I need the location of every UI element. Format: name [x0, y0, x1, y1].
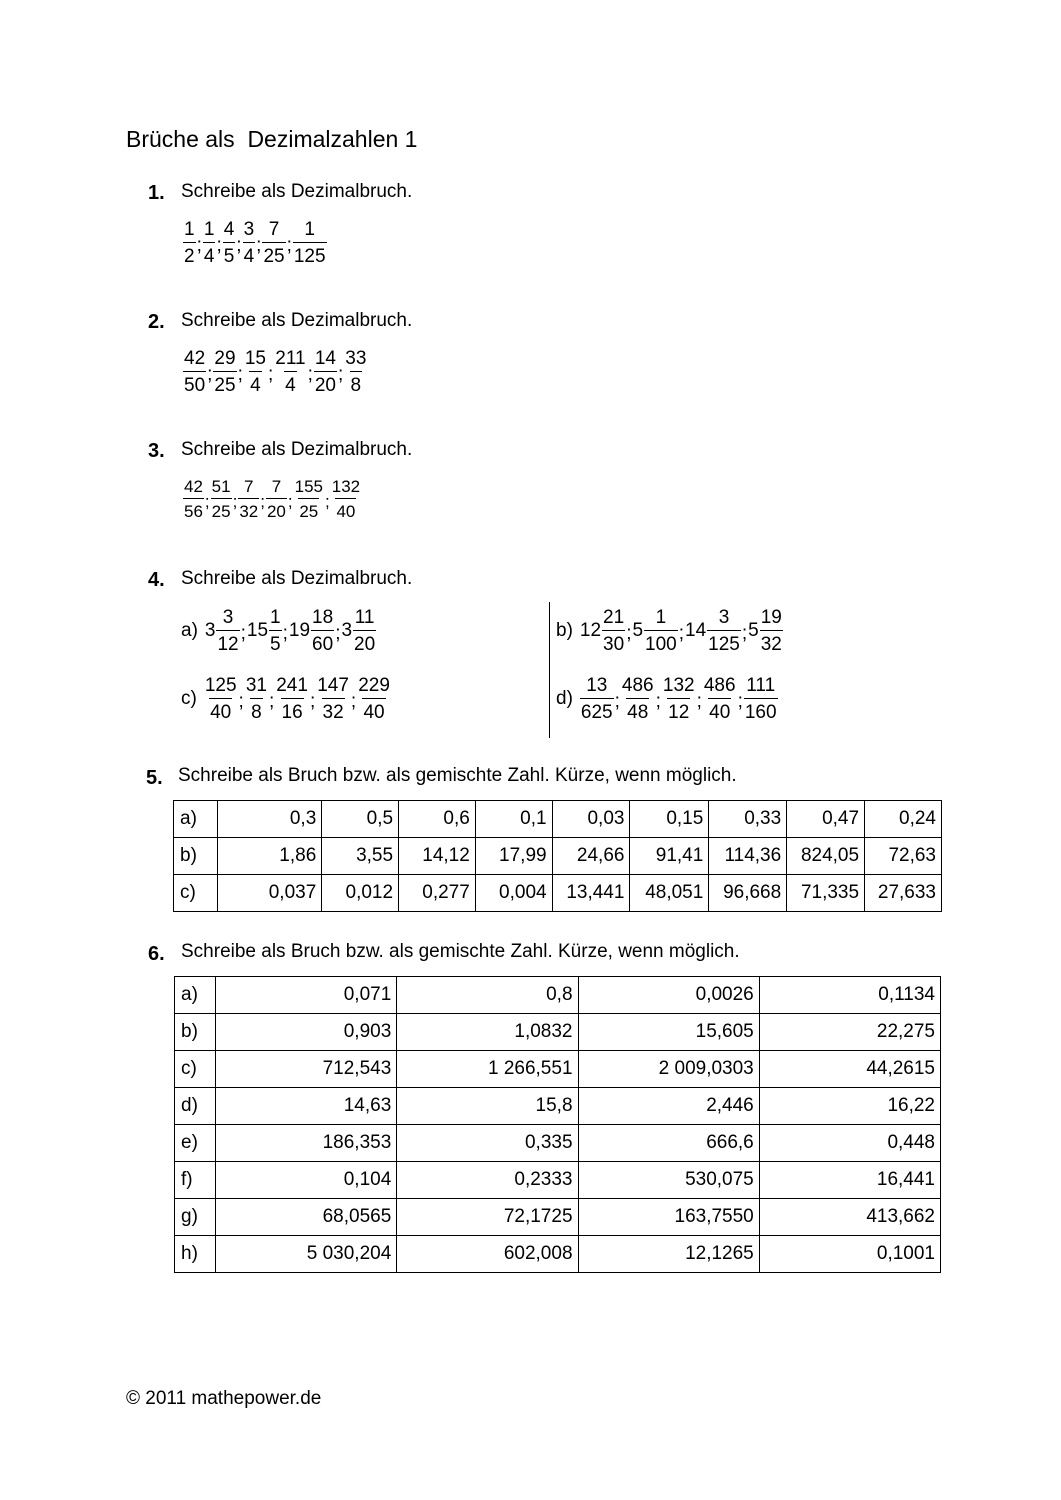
table-cell: 1 266,551: [397, 1051, 578, 1088]
separator: ;: [737, 691, 743, 712]
numerator: 211: [275, 348, 306, 369]
numerator: 3: [243, 219, 255, 240]
numerator: 241: [276, 675, 308, 696]
numerator: 4: [223, 219, 235, 240]
row-label: a): [175, 977, 216, 1014]
numerator: 155: [294, 477, 323, 496]
fraction: [203, 220, 216, 266]
table-row: [174, 875, 942, 912]
separator: ;: [237, 364, 243, 385]
page-title: Brüche als Dezimalzahlen 1: [126, 126, 418, 152]
denominator: 25: [213, 371, 236, 395]
denominator: 60: [311, 630, 334, 654]
table-row: [175, 1088, 941, 1125]
denominator: 125: [707, 630, 741, 654]
separator: ;: [196, 235, 202, 256]
denominator: 25: [211, 498, 232, 520]
task-6-table: [174, 976, 941, 1273]
table-cell: 72,1725: [397, 1199, 578, 1236]
numerator: 7: [268, 219, 280, 240]
task-3-fractions: [183, 478, 361, 520]
table-cell: 14,12: [399, 838, 476, 875]
table-row: [175, 1014, 941, 1051]
fraction: [216, 608, 239, 654]
denominator: 25: [298, 498, 319, 520]
denominator: 5: [223, 242, 236, 266]
denominator: 48: [626, 698, 649, 722]
fraction: [580, 676, 614, 722]
table-cell: 96,668: [709, 875, 787, 912]
numerator: 3: [222, 607, 234, 628]
fraction: [274, 349, 306, 395]
fraction: [602, 608, 625, 654]
table-cell: 0,335: [397, 1125, 578, 1162]
table-cell: 0,903: [216, 1014, 397, 1051]
numerator: 42: [184, 477, 203, 496]
denominator: 40: [335, 498, 356, 520]
task-3-number: 3.: [148, 440, 165, 462]
table-cell: 0,012: [322, 875, 399, 912]
table-cell: 2 009,0303: [578, 1051, 759, 1088]
denominator: 40: [362, 698, 385, 722]
whole-number: 12: [579, 620, 602, 641]
denominator: 100: [644, 630, 678, 654]
row-label: e): [175, 1125, 216, 1162]
denominator: 625: [580, 698, 614, 722]
fraction: [644, 608, 678, 654]
separator: ;: [287, 492, 293, 511]
numerator: 7: [271, 477, 282, 496]
separator: ;: [335, 623, 341, 644]
numerator: 51: [211, 477, 231, 496]
separator: ;: [207, 364, 213, 385]
whole-number: 3: [204, 620, 216, 641]
numerator: 19: [760, 607, 782, 628]
table-cell: 0,1134: [759, 977, 940, 1014]
separator: ;: [678, 623, 685, 644]
denominator: 25: [262, 242, 285, 266]
denominator: 12: [216, 630, 239, 654]
fraction: [760, 608, 783, 654]
fraction-list: [580, 608, 783, 654]
table-cell: 5 030,204: [216, 1236, 397, 1273]
separator: ;: [337, 364, 344, 385]
table-cell: 15,605: [578, 1014, 759, 1051]
part-label: a): [181, 620, 198, 641]
task-1-instruction: Schreibe als Dezimalbruch.: [181, 181, 413, 202]
numerator: 7: [244, 477, 254, 496]
table-cell: 824,05: [787, 838, 865, 875]
separator: ;: [260, 492, 265, 511]
fraction: [331, 478, 361, 520]
table-row: [175, 1236, 941, 1273]
fraction-list: [204, 676, 391, 722]
numerator: 33: [345, 348, 367, 369]
table-cell: 17,99: [475, 838, 552, 875]
table-cell: 16,441: [759, 1162, 940, 1199]
denominator: 4: [203, 242, 216, 266]
task-5-number: 5.: [146, 767, 163, 789]
denominator: 8: [250, 698, 263, 722]
table-cell: 0,6: [399, 801, 476, 838]
table-cell: 2,446: [578, 1088, 759, 1125]
table-cell: 14,63: [216, 1088, 397, 1125]
fraction: [238, 478, 259, 520]
fraction: [311, 608, 334, 654]
numerator: 486: [621, 675, 654, 696]
table-cell: 12,1265: [578, 1236, 759, 1273]
whole-number: 19: [288, 620, 311, 641]
denominator: 20: [353, 630, 376, 654]
fraction: [204, 676, 238, 722]
table-cell: 0,448: [759, 1125, 940, 1162]
table-cell: 0,1: [475, 801, 552, 838]
table-cell: 602,008: [397, 1236, 578, 1273]
separator: ;: [238, 691, 244, 712]
task-4d-fractions: [556, 676, 778, 722]
table-cell: 91,41: [630, 838, 709, 875]
separator: ;: [309, 691, 316, 712]
part-label: b): [556, 620, 573, 641]
row-label: f): [175, 1162, 216, 1199]
separator: ;: [350, 691, 357, 712]
table-cell: 0,03: [552, 801, 630, 838]
row-label: c): [175, 1051, 216, 1088]
denominator: 40: [708, 698, 731, 722]
table-cell: 0,0026: [578, 977, 759, 1014]
denominator: 16: [281, 698, 304, 722]
separator: ;: [325, 492, 330, 511]
fraction: [213, 349, 236, 395]
separator: ;: [267, 364, 274, 385]
numerator: 1: [203, 219, 215, 240]
denominator: 56: [183, 498, 204, 520]
numerator: 21: [603, 607, 625, 628]
whole-number: 15: [246, 620, 269, 641]
fraction: [703, 676, 737, 722]
numerator: 132: [662, 675, 695, 696]
table-row: [175, 977, 941, 1014]
separator: ;: [282, 623, 288, 644]
fraction: [353, 608, 376, 654]
row-label: d): [175, 1088, 216, 1125]
row-label: g): [175, 1199, 216, 1236]
table-cell: 0,2333: [397, 1162, 578, 1199]
denominator: 30: [602, 630, 625, 654]
table-row: [174, 801, 942, 838]
table-row: [175, 1162, 941, 1199]
row-label: b): [174, 838, 218, 875]
separator: ;: [236, 235, 242, 256]
separator: ;: [655, 691, 661, 712]
table-cell: 0,33: [709, 801, 787, 838]
fraction: [269, 608, 282, 654]
fraction: [183, 220, 196, 266]
denominator: 12: [667, 698, 690, 722]
separator: ;: [240, 623, 246, 644]
numerator: 147: [317, 675, 349, 696]
denominator: 4: [243, 242, 256, 266]
table-cell: 15,8: [397, 1088, 578, 1125]
fraction: [314, 349, 337, 395]
denominator: 8: [350, 371, 363, 395]
fraction: [183, 478, 204, 520]
copyright-footer: © 2011 mathepower.de: [126, 1388, 322, 1409]
fraction: [744, 676, 778, 722]
numerator: 14: [314, 348, 336, 369]
table-cell: 0,15: [630, 801, 709, 838]
fraction: [316, 676, 350, 722]
table-cell: 0,3: [217, 801, 321, 838]
table-cell: 0,1001: [759, 1236, 940, 1273]
row-label: h): [175, 1236, 216, 1273]
table-row: [174, 838, 942, 875]
table-cell: 1,0832: [397, 1014, 578, 1051]
task-1-fractions: [183, 220, 327, 266]
whole-number: 5: [632, 620, 644, 641]
table-cell: 27,633: [865, 875, 942, 912]
table-cell: 0,5: [322, 801, 399, 838]
separator: ;: [204, 492, 210, 511]
denominator: 160: [744, 698, 778, 722]
separator: ;: [741, 623, 748, 644]
table-cell: 0,277: [399, 875, 476, 912]
table-cell: 0,104: [216, 1162, 397, 1199]
whole-number: 3: [341, 620, 353, 641]
fraction: [621, 676, 655, 722]
numerator: 15: [244, 348, 266, 369]
denominator: 40: [209, 698, 232, 722]
task-4b-fractions: [556, 608, 783, 654]
table-cell: 0,8: [397, 977, 578, 1014]
table-row: [175, 1125, 941, 1162]
numerator: 1: [270, 607, 281, 628]
separator: ;: [286, 235, 292, 256]
fraction: [662, 676, 696, 722]
table-cell: 666,6: [578, 1125, 759, 1162]
fraction: [293, 220, 327, 266]
table-cell: 530,075: [578, 1162, 759, 1199]
table-cell: 22,275: [759, 1014, 940, 1051]
table-cell: 68,0565: [216, 1199, 397, 1236]
table-cell: 16,22: [759, 1088, 940, 1125]
denominator: 32: [238, 498, 259, 520]
table-cell: 0,037: [217, 875, 321, 912]
table-cell: 3,55: [322, 838, 399, 875]
denominator: 125: [293, 242, 327, 266]
table-cell: 72,63: [865, 838, 942, 875]
table-cell: 0,004: [475, 875, 552, 912]
row-label: c): [174, 875, 218, 912]
table-cell: 186,353: [216, 1125, 397, 1162]
denominator: 2: [183, 242, 196, 266]
table-cell: 712,543: [216, 1051, 397, 1088]
fraction: [707, 608, 741, 654]
whole-number: 14: [685, 620, 707, 641]
task-2-fractions: [183, 349, 367, 395]
table-cell: 13,441: [552, 875, 630, 912]
numerator: 11: [354, 607, 375, 628]
whole-number: 5: [748, 620, 759, 641]
row-label: a): [174, 801, 218, 838]
table-cell: 0,24: [865, 801, 942, 838]
task-1-number: 1.: [148, 182, 165, 204]
fraction: [294, 478, 324, 520]
task-6-number: 6.: [148, 943, 165, 965]
task-4c-fractions: [181, 676, 391, 722]
denominator: 20: [314, 371, 337, 395]
numerator: 132: [331, 477, 361, 496]
fraction: [211, 478, 232, 520]
fraction: [357, 676, 391, 722]
separator: ;: [268, 691, 275, 712]
table-cell: 48,051: [630, 875, 709, 912]
separator: ;: [216, 235, 222, 256]
part-label: d): [556, 688, 573, 709]
task-5-table: [173, 800, 942, 912]
table-cell: 44,2615: [759, 1051, 940, 1088]
table-row: [175, 1051, 941, 1088]
fraction: [243, 220, 256, 266]
fraction: [266, 478, 287, 520]
task-4-number: 4.: [148, 569, 165, 591]
fraction-list: [205, 608, 376, 654]
separator: ;: [626, 623, 632, 644]
denominator: 4: [284, 371, 297, 395]
table-cell: 0,071: [216, 977, 397, 1014]
table-cell: 114,36: [709, 838, 787, 875]
task-2-number: 2.: [148, 311, 165, 333]
numerator: 42: [184, 348, 206, 369]
task-6-instruction: Schreibe als Bruch bzw. als gemischte Zahl. Kürze, wenn möglich.: [181, 941, 740, 962]
separator: ;: [307, 364, 313, 385]
separator: ;: [256, 235, 262, 256]
numerator: 111: [746, 675, 776, 696]
fraction: [183, 349, 206, 395]
task-2-instruction: Schreibe als Dezimalbruch.: [181, 310, 413, 331]
denominator: 32: [760, 630, 783, 654]
row-label: b): [175, 1014, 216, 1051]
task-5-instruction: Schreibe als Bruch bzw. als gemischte Zahl. Kürze, wenn möglich.: [178, 765, 737, 786]
denominator: 20: [266, 498, 287, 520]
separator: ;: [614, 691, 620, 712]
fraction: [262, 220, 285, 266]
table-cell: 1,86: [217, 838, 321, 875]
numerator: 1: [184, 219, 195, 240]
separator: ;: [232, 492, 238, 511]
denominator: 50: [183, 371, 206, 395]
numerator: 3: [718, 607, 730, 628]
numerator: 125: [204, 675, 237, 696]
table-row: [175, 1199, 941, 1236]
numerator: 229: [358, 675, 390, 696]
numerator: 18: [312, 607, 334, 628]
table-cell: 413,662: [759, 1199, 940, 1236]
numerator: 31: [245, 675, 267, 696]
numerator: 29: [214, 348, 236, 369]
table-cell: 0,47: [787, 801, 865, 838]
task-4a-fractions: [181, 608, 376, 654]
table-cell: 71,335: [787, 875, 865, 912]
fraction: [245, 676, 268, 722]
task-3-instruction: Schreibe als Dezimalbruch.: [181, 439, 413, 460]
fraction-list: [580, 676, 778, 722]
fraction: [275, 676, 309, 722]
numerator: 1: [304, 219, 315, 240]
table-cell: 163,7550: [578, 1199, 759, 1236]
numerator: 13: [586, 675, 608, 696]
numerator: 486: [703, 675, 736, 696]
separator: ;: [696, 691, 702, 712]
task-4-divider: [549, 602, 550, 738]
fraction: [244, 349, 267, 395]
denominator: 4: [249, 371, 262, 395]
fraction: [344, 349, 367, 395]
fraction: [223, 220, 236, 266]
denominator: 5: [269, 630, 282, 654]
numerator: 1: [655, 607, 667, 628]
table-cell: 24,66: [552, 838, 630, 875]
task-4-instruction: Schreibe als Dezimalbruch.: [181, 568, 413, 589]
denominator: 32: [322, 698, 345, 722]
part-label: c): [181, 688, 197, 709]
